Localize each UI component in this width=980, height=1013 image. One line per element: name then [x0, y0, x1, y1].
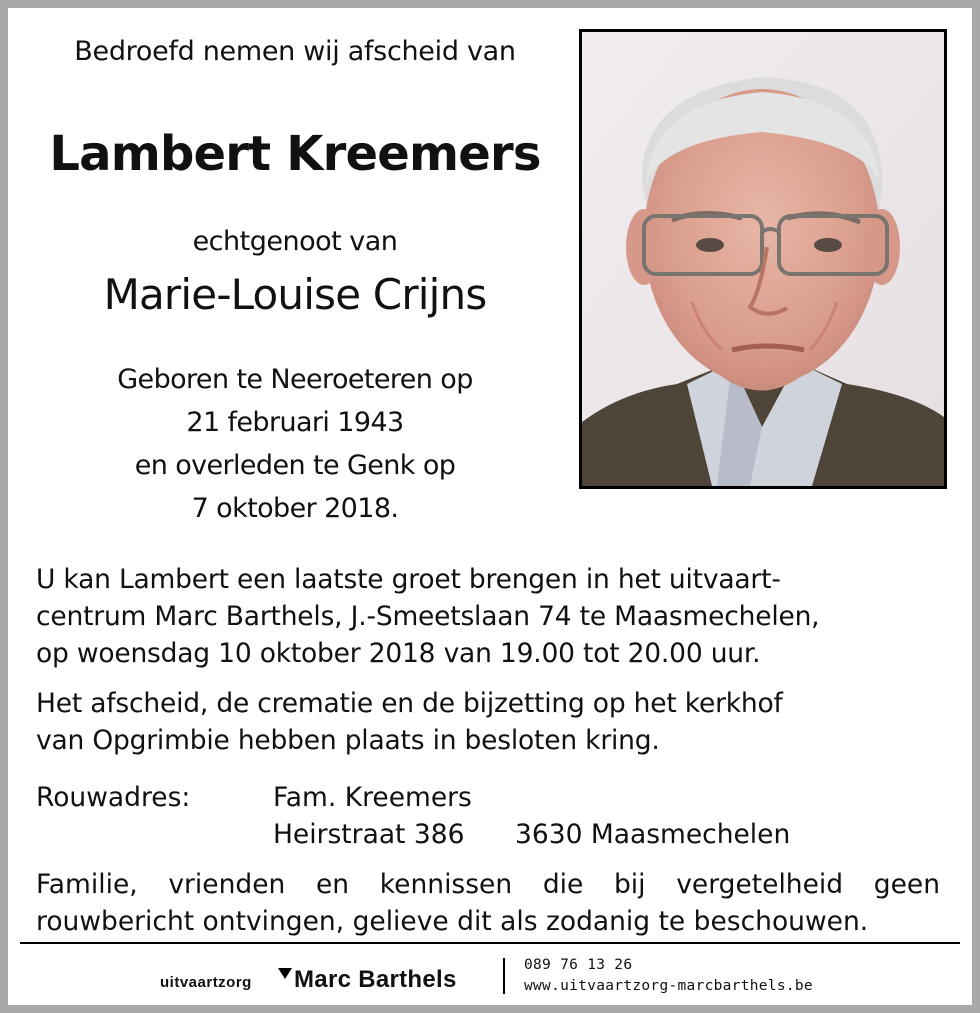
address-family: Fam. Kreemers: [273, 782, 472, 813]
birth-place-line: Geboren te Neeroeteren op: [117, 364, 473, 395]
life-dates: [30, 358, 560, 530]
footer-divider: [20, 942, 960, 944]
closing-line: Familie, vrienden en kennissen die bij vergetelheid geen: [36, 869, 940, 900]
visitation-line: op woensdag 10 oktober 2018 van 19.00 tot 20.00 uur.: [36, 638, 761, 669]
death-date-line: 7 oktober 2018.: [191, 493, 399, 524]
website-link[interactable]: www.uitvaartzorg-marcbarthels.be: [524, 978, 813, 994]
phone-number: 089 76 13 26: [524, 957, 633, 973]
footer-contact: [524, 955, 813, 997]
address-street: Heirstraat 386: [273, 819, 465, 850]
visitation-paragraph: [36, 561, 946, 672]
visitation-line: centrum Marc Barthels, J.-Smeetslaan 74 te Maasmechelen,: [36, 601, 820, 632]
visitation-line: U kan Lambert een laatste groet brengen in het uitvaart-: [36, 564, 781, 595]
ceremony-line: van Opgrimbie hebben plaats in besloten kring.: [36, 725, 660, 756]
funeral-home-logo: [160, 962, 500, 996]
triangle-icon: [278, 968, 292, 979]
closing-line: rouwbericht ontvingen, gelieve dit als zodanig te beschouwen.: [36, 906, 869, 937]
ceremony-paragraph: [36, 685, 946, 759]
spouse-label: echtgenoot van: [192, 226, 398, 257]
intro-text: Bedroefd nemen wij afscheid van: [74, 36, 516, 67]
address-label: Rouwadres:: [36, 782, 191, 813]
deceased-name: Lambert Kreemers: [49, 126, 541, 182]
portrait-photo: [579, 29, 947, 489]
address-city: 3630 Maasmechelen: [515, 819, 791, 850]
spouse-name: Marie-Louise Crijns: [103, 270, 487, 319]
ceremony-line: Het afscheid, de crematie en de bijzetting op het kerkhof: [36, 688, 783, 719]
birth-date-line: 21 februari 1943: [186, 407, 404, 438]
footer-separator: [503, 958, 505, 994]
brand-name: Marc Barthels: [294, 966, 457, 993]
death-place-line: en overleden te Genk op: [134, 450, 456, 481]
portrait-illustration: [582, 32, 944, 486]
closing-paragraph: [36, 866, 940, 940]
brand-prefix: uitvaartzorg: [160, 974, 252, 991]
